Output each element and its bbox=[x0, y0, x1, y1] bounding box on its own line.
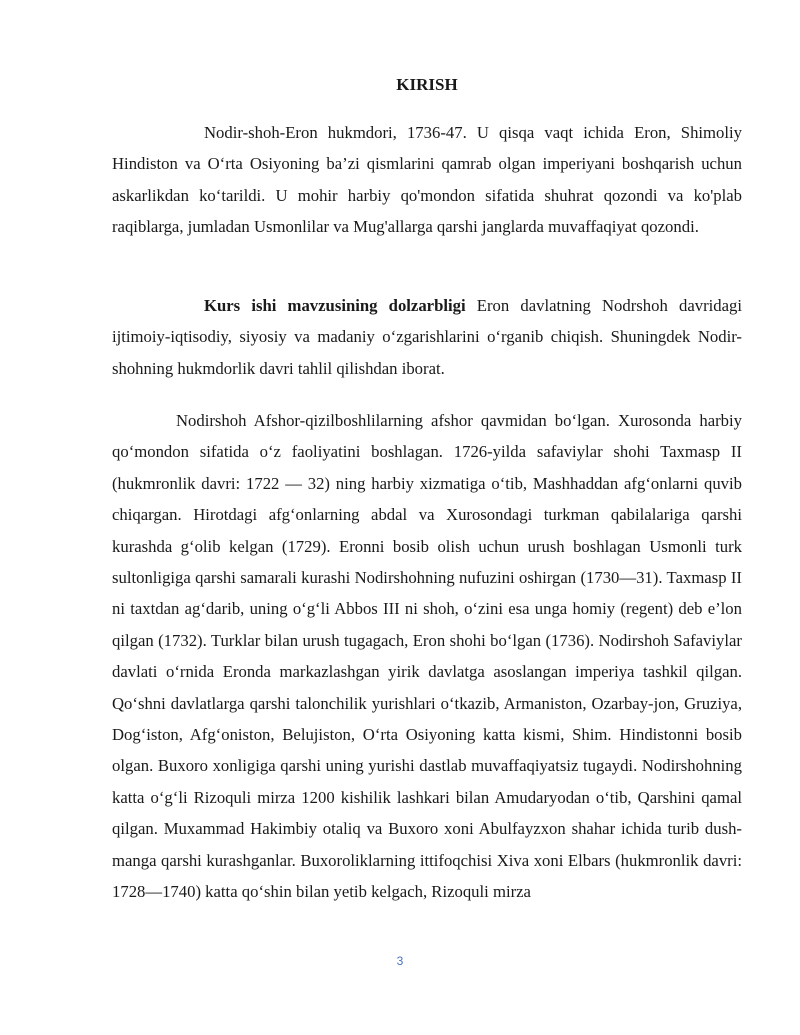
paragraph-history bbox=[112, 405, 742, 908]
paragraph-text: Nodirshoh Afshor-qizilboshlilarning afshor qavmidan bo‘lgan. Xurosonda harbiy qo‘mondon sifatida o‘z faoliyatini boshlagan. 1726-yilda safaviylar shohi Taxmasp II (hukmronlik davri: 1722 — 32) ning harbiy xizmatiga o‘tib, Mashhaddan afg‘onlarni quvib chiqargan. Hirotdagi afg‘onlarning abdal va Xurosondagi turkman qabilalariga qarshi kurashda g‘olib kelgan (1729). Eronni bosib olish uchun urush boshlagan Usmonli turk sultonligiga qarshi samarali kurashi Nodirshohning nufuzini oshirgan (1730—31). Taxmasp II ni taxtdan ag‘darib, uning o‘g‘li Abbos III ni shoh, o‘zini esa unga homiy (regent) deb e’lon qilgan (1732). Turklar bilan urush tugagach, Eron shohi bo‘lgan (1736). Nodirshoh Safaviylar davlati o‘rnida Eronda markazlashgan yirik davlatga asoslangan imperiya tashkil qilgan. Qo‘shni davlatlarga qarshi talonchilik yurishlari o‘tkazib, Armaniston, Ozarbay-jon, Gruziya, Dog‘iston, Afg‘oniston, Belujiston, O‘rta Osiyoning katta kismi, Shim. Hindistonni bosib olgan. Buxoro xonligiga qarshi uning yurishi dastlab muvaffaqiyatsiz tugaydi. Nodirshohning katta o‘g‘li Rizoquli mirza 1200 kishilik lashkari bilan Amudaryodan o‘tib, Qarshini qamal qilgan. Muxammad Hakimbiy otaliq va Buxoro xoni Abulfayzxon shahar ichida turib dush-manga qarshi kurashganlar. Buxoroliklarning ittifoqchisi Xiva xoni Elbars (hukmronlik davri: 1728—1740) katta qo‘shin bilan yetib kelgach, Rizoquli mirza bbox=[112, 411, 742, 902]
paragraph-relevance bbox=[112, 290, 742, 384]
page-number: 3 bbox=[396, 954, 404, 968]
paragraph-text: Nodir-shoh-Eron hukmdori, 1736-47. U qisqa vaqt ichida Eron, Shimoliy Hindiston va O‘rta Osiyoning ba’zi qismlarini qamrab olgan imperiyani boshqarish uchun askarlikdan ko‘tarildi. U mohir harbiy qo'mondon sifatida shuhrat qozondi va ko'plab raqiblarga, jumladan Usmonlilar va Mug'allarga qarshi janglarda muvaffaqiyat qozondi. bbox=[112, 123, 742, 237]
paragraph-text: Eron davlatning Nodrshoh davridagi ijtimoiy-iqtisodiy, siyosiy va madaniy o‘zgarishlarini o‘rganib chiqish. Shuningdek Nodir-shohning hukmdorlik davri tahlil qilishdan iborat. bbox=[112, 296, 743, 378]
paragraph-lead-bold: Kurs ishi mavzusining dolzarbligi bbox=[204, 296, 466, 315]
section-heading: KIRISH bbox=[396, 75, 458, 94]
paragraph-intro bbox=[112, 117, 742, 243]
